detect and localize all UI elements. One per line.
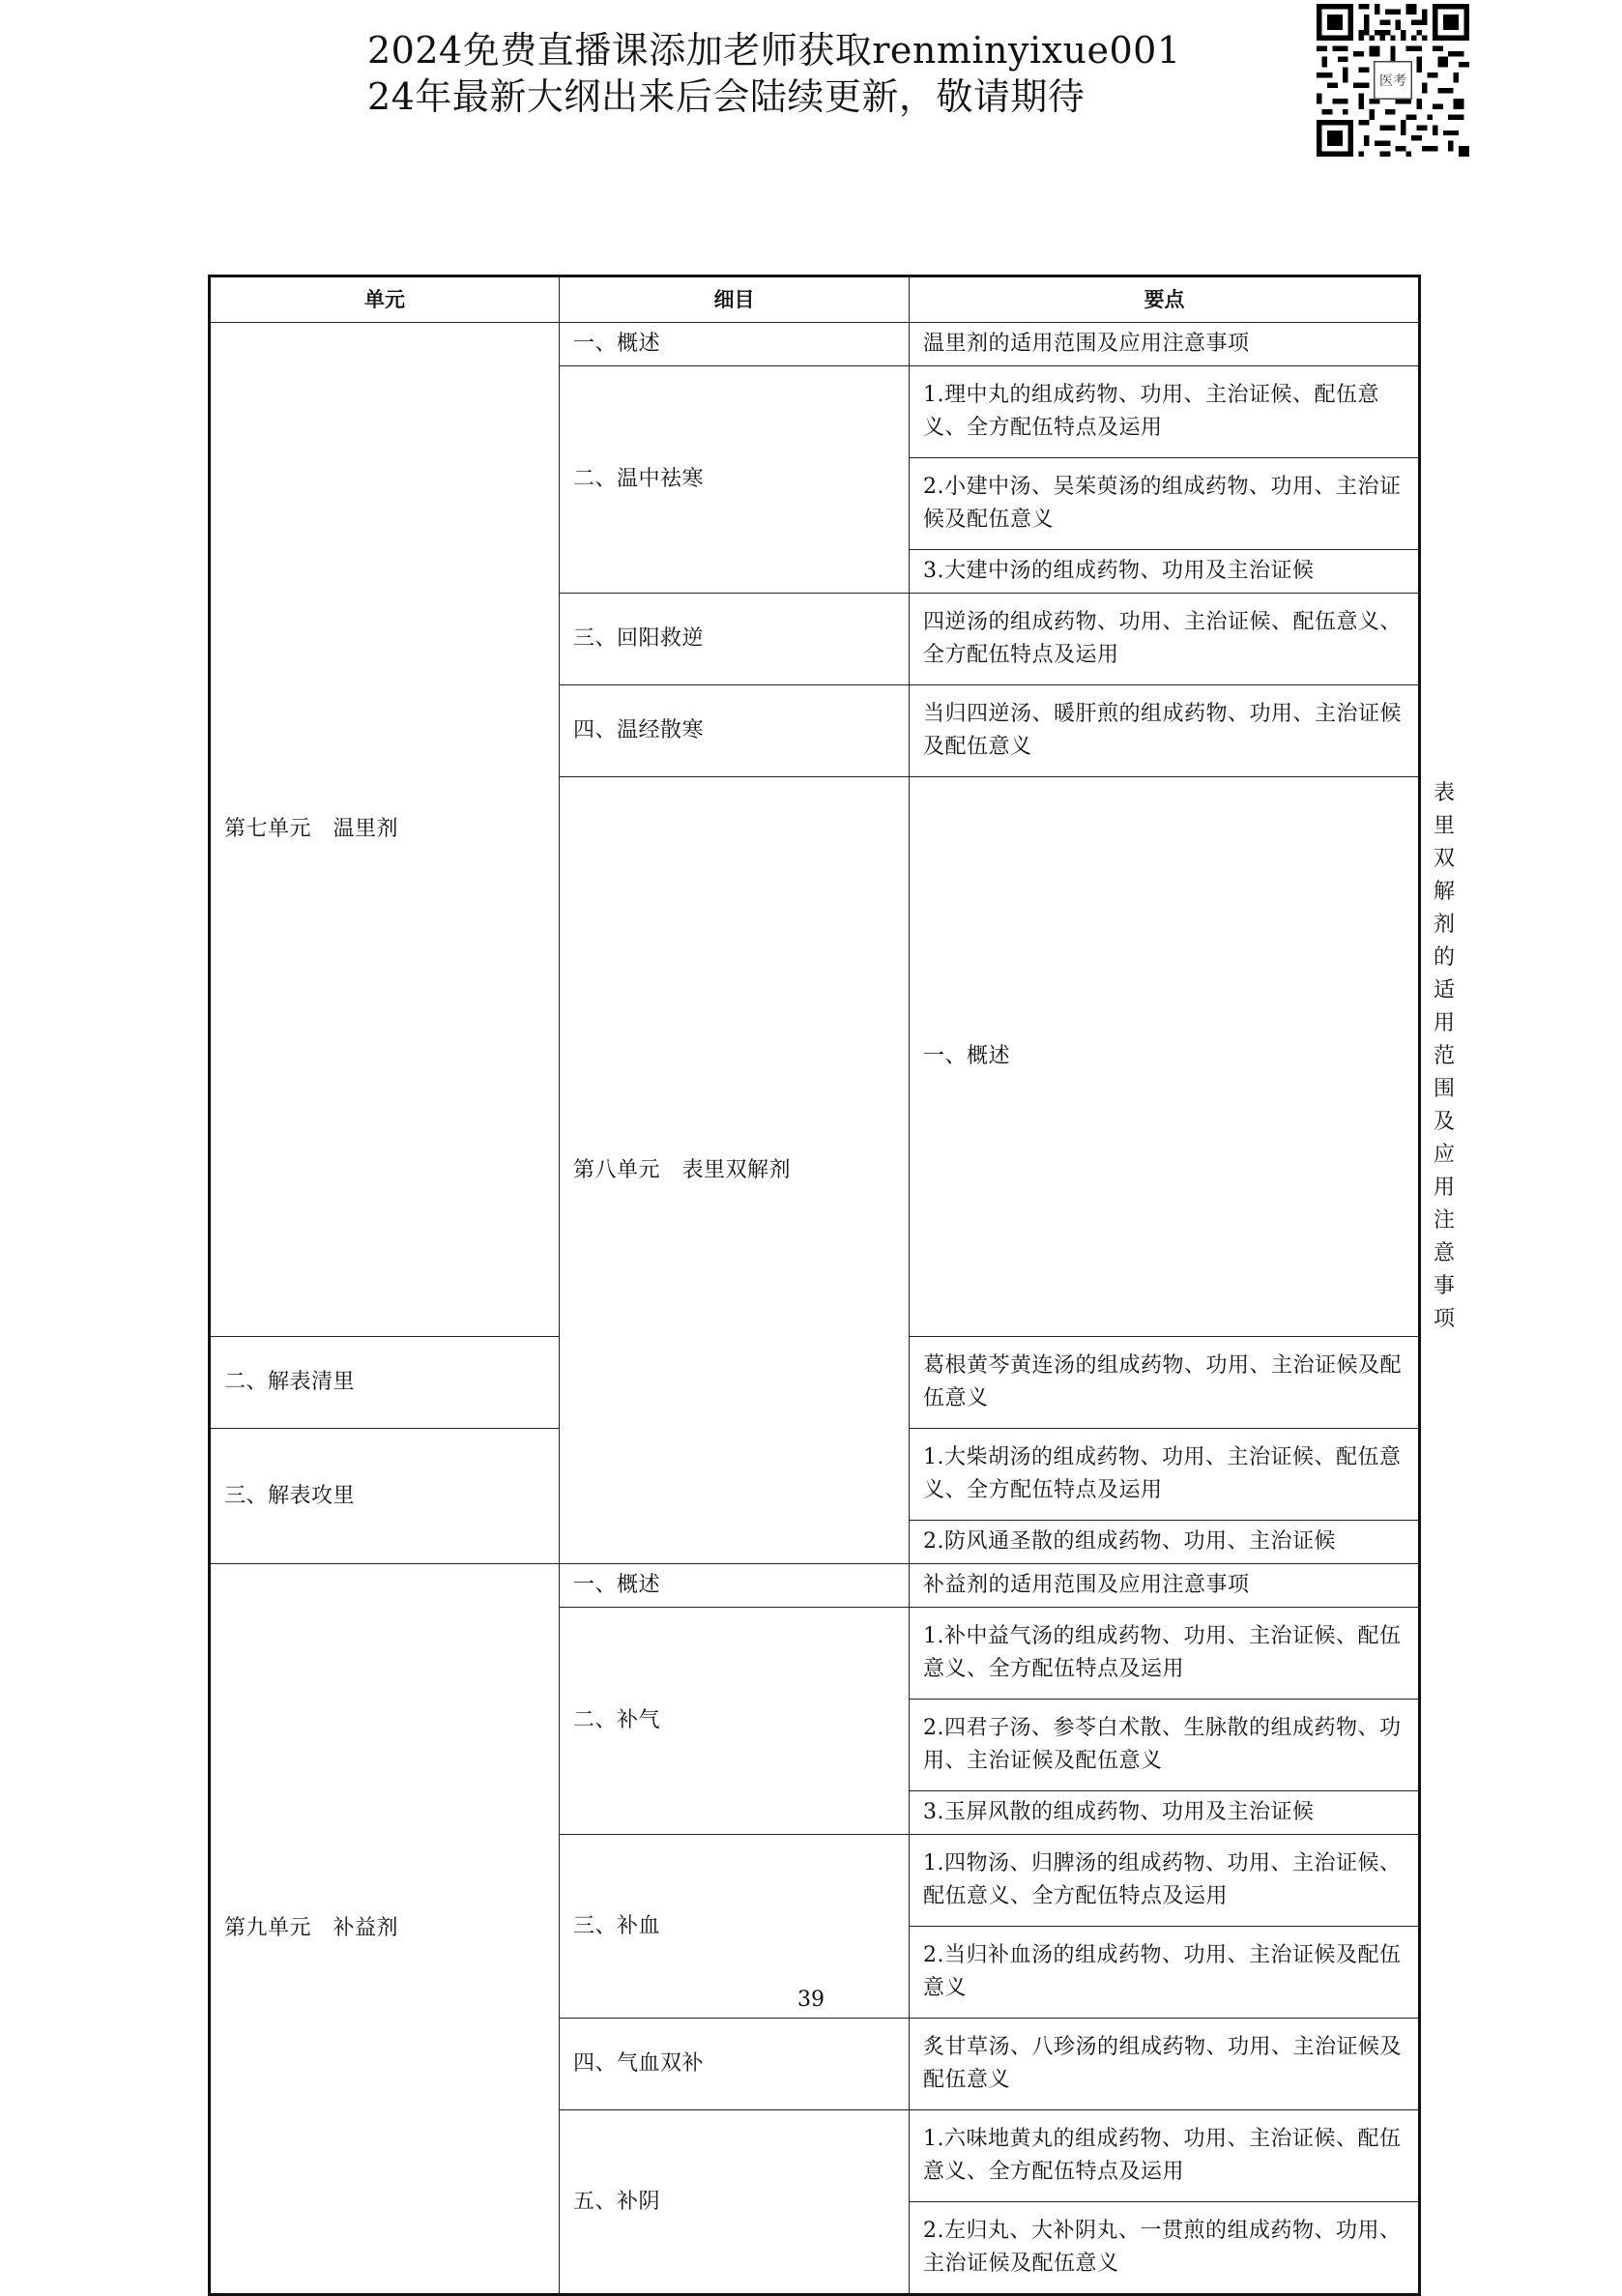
point-cell: 2.防风通圣散的组成药物、功用、主治证候 — [910, 1521, 1420, 1564]
item-cell: 三、解表攻里 — [210, 1429, 560, 1564]
promo-banner — [367, 27, 1181, 120]
point-cell: 1.六味地黄丸的组成药物、功用、主治证候、配伍意义、全方配伍特点及运用 — [910, 2110, 1420, 2202]
point-cell: 2.左归丸、大补阴丸、一贯煎的组成药物、功用、主治证候及配伍意义 — [910, 2202, 1420, 2295]
table-header-row — [210, 276, 1420, 323]
qr-logo-label: 医考 — [1378, 73, 1407, 89]
table-row: 第八单元 表里双解剂 一、概述 表里双解剂的适用范围及应用注意事项 — [210, 777, 1420, 1337]
point-cell: 1.理中丸的组成药物、功用、主治证候、配伍意义、全方配伍特点及运用 — [910, 366, 1420, 458]
item-cell: 二、解表清里 — [210, 1337, 560, 1429]
point-cell: 3.大建中汤的组成药物、功用及主治证候 — [910, 550, 1420, 594]
item-cell: 二、补气 — [560, 1608, 910, 1835]
point-cell: 四逆汤的组成药物、功用、主治证候、配伍意义、全方配伍特点及运用 — [910, 594, 1420, 685]
point-cell: 2.四君子汤、参苓白术散、生脉散的组成药物、功用、主治证候及配伍意义 — [910, 1700, 1420, 1791]
point-cell: 葛根黄芩黄连汤的组成药物、功用、主治证候及配伍意义 — [910, 1337, 1420, 1429]
item-cell: 四、温经散寒 — [560, 685, 910, 777]
point-cell: 1.大柴胡汤的组成药物、功用、主治证候、配伍意义、全方配伍特点及运用 — [910, 1429, 1420, 1521]
column-header-points: 要点 — [910, 276, 1420, 323]
item-cell: 三、补血 — [560, 1835, 910, 2019]
item-cell: 四、气血双补 — [560, 2019, 910, 2110]
qr-code-icon — [1317, 4, 1469, 157]
unit-cell: 第九单元 补益剂 — [210, 1564, 560, 2295]
point-cell: 温里剂的适用范围及应用注意事项 — [910, 323, 1420, 366]
table-row — [210, 323, 1420, 366]
point-cell: 1.补中益气汤的组成药物、功用、主治证候、配伍意义、全方配伍特点及运用 — [910, 1608, 1420, 1700]
point-cell: 当归四逆汤、暖肝煎的组成药物、功用、主治证候及配伍意义 — [910, 685, 1420, 777]
item-cell: 三、回阳救逆 — [560, 594, 910, 685]
column-header-item: 细目 — [560, 276, 910, 323]
promo-line-1: 2024免费直播课添加老师获取renminyixue001 — [367, 29, 1181, 72]
item-cell: 二、温中祛寒 — [560, 366, 910, 594]
item-cell: 五、补阴 — [560, 2110, 910, 2295]
item-cell: 一、概述 — [910, 777, 1420, 1337]
column-header-unit: 单元 — [210, 276, 560, 323]
point-cell: 3.玉屏风散的组成药物、功用及主治证候 — [910, 1791, 1420, 1835]
point-cell: 2.小建中汤、吴茱萸汤的组成药物、功用、主治证候及配伍意义 — [910, 458, 1420, 550]
point-cell: 补益剂的适用范围及应用注意事项 — [910, 1564, 1420, 1608]
unit-cell: 第七单元 温里剂 — [210, 323, 560, 1337]
point-cell: 炙甘草汤、八珍汤的组成药物、功用、主治证候及配伍意义 — [910, 2019, 1420, 2110]
point-cell: 1.四物汤、归脾汤的组成药物、功用、主治证候、配伍意义、全方配伍特点及运用 — [910, 1835, 1420, 1927]
point-cell: 2.当归补血汤的组成药物、功用、主治证候及配伍意义 — [910, 1927, 1420, 2019]
table-row — [210, 1564, 1420, 1608]
unit-cell: 第八单元 表里双解剂 — [560, 777, 910, 1564]
item-cell: 一、概述 — [560, 323, 910, 366]
page-number: 39 — [797, 1988, 825, 2012]
item-cell: 一、概述 — [560, 1564, 910, 1608]
promo-line-2: 24年最新大纲出来后会陆续更新，敬请期待 — [367, 75, 1086, 118]
